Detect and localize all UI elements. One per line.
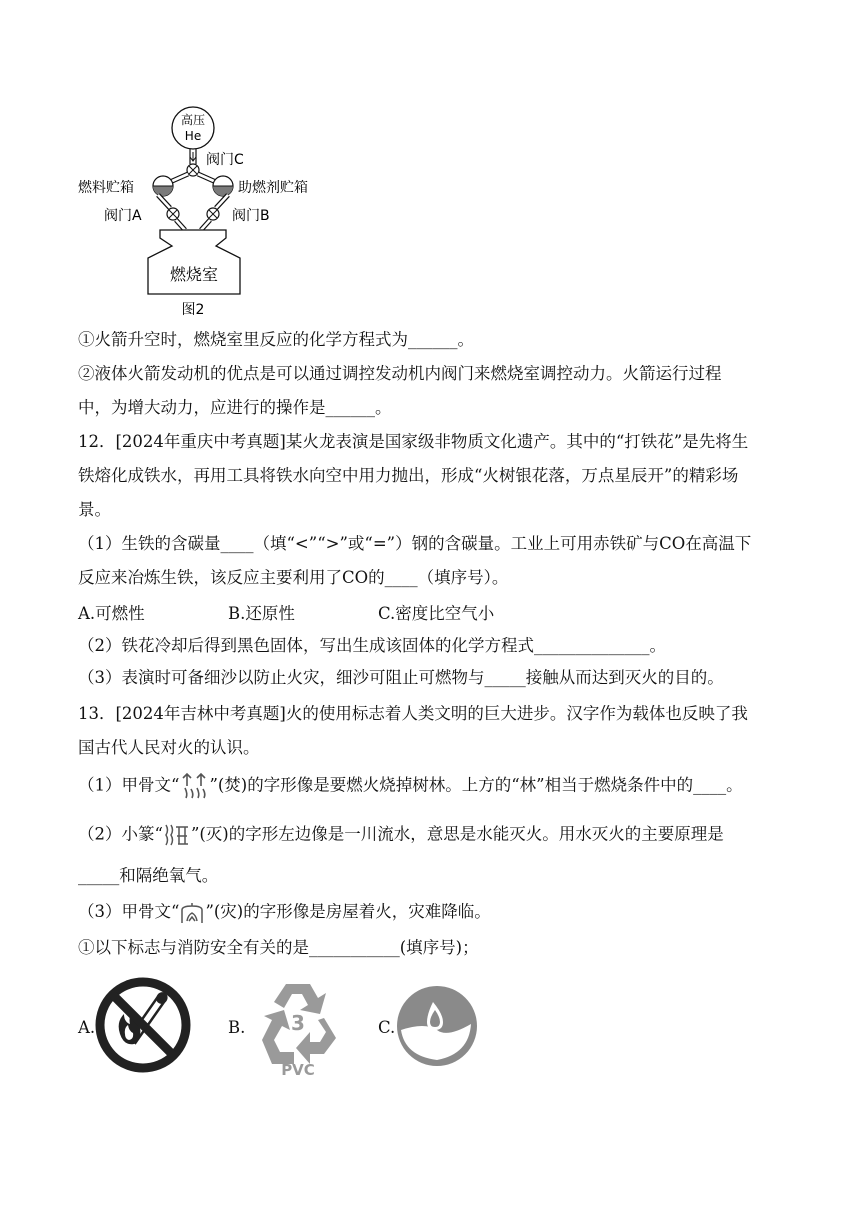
q11-sub2-line2: 中，为增大动力，应进行的操作是______。: [78, 398, 392, 417]
seal-mie-glyph-icon: [163, 822, 191, 848]
valve-a-icon: [167, 208, 179, 220]
oxidizer-tank-label: 助燃剂贮箱: [238, 180, 308, 196]
q11-sub1: ①火箭升空时，燃烧室里反应的化学方程式为______。: [78, 330, 474, 349]
sign-b-label: B.: [228, 1018, 246, 1037]
rocket-engine-diagram: [72, 98, 342, 323]
q13-part1: [78, 772, 743, 800]
sign-c-label: C.: [378, 1018, 396, 1037]
q13-part3-post: ”(灾)的字形像是房屋着火，灾难降临。: [205, 902, 491, 921]
q12-stem-line2: 铁熔化成铁水，再用工具将铁水向空中用力抛出，形成“火树银花落，万点星辰开”的精彩场: [78, 466, 739, 485]
q13-part2-post: ”(灭)的字形左边像是一川流水，意思是水能灭火。用水灭火的主要原理是: [190, 824, 724, 844]
q12-stem-line1: 12．[2024年重庆中考真题]某火龙表演是国家级非物质文化遗产。其中的“打铁花”是先将生: [78, 432, 749, 451]
oracle-fen-glyph-icon: [179, 772, 209, 800]
q13-part1-pre: （1）甲骨文“: [78, 775, 180, 795]
option-b: B.还原性: [228, 604, 295, 623]
q13-part3: [78, 900, 491, 925]
q13-part2-line2: _____和隔绝氧气。: [78, 866, 219, 885]
he-tank-label-1: 高压: [180, 113, 206, 127]
q12-stem-line3: 景。: [78, 500, 111, 519]
q12-part2: （2）铁花冷却后得到黑色固体，写出生成该固体的化学方程式______________。: [78, 636, 666, 655]
q13-part1-post: ”(焚)的字形像是要燃火烧掉树林。上方的“林”相当于燃烧条件中的____。: [209, 775, 743, 795]
sign-a-label: A.: [78, 1018, 96, 1037]
chamber-label: 燃烧室: [169, 265, 219, 284]
combustion-chamber-icon: [148, 230, 240, 294]
q13-sub1: ①以下标志与消防安全有关的是___________(填序号)；: [78, 938, 479, 957]
q13-part3-pre: （3）甲骨文“: [78, 902, 180, 921]
pvc-recycle-sign-icon: [250, 974, 346, 1078]
he-tank-label-2: He: [184, 129, 202, 143]
q13-stem-line2: 国古代人民对火的认识。: [78, 738, 260, 757]
q11-sub2-line1: ②液体火箭发动机的优点是可以通过调控发动机内阀门来燃烧室调控动力。火箭运行过程: [78, 364, 722, 383]
valve-b-icon: [207, 208, 219, 220]
no-fire-sign-icon: [94, 976, 192, 1074]
water-saving-sign-icon: [395, 984, 479, 1068]
oracle-zai-glyph-icon: [179, 901, 205, 925]
valve-c-label: 阀门C: [206, 152, 244, 168]
q12-part3: （3）表演时可备细沙以防止火灾，细沙可阻止可燃物与_____接触从而达到灭火的目的。: [78, 668, 724, 687]
q13-stem-line1: 13．[2024年吉林中考真题]火的使用标志着人类文明的巨大进步。汉字作为载体也反映了我: [78, 704, 748, 723]
fuel-tank-label: 燃料贮箱: [78, 180, 134, 196]
pvc-text: PVC: [281, 1061, 315, 1078]
oxidizer-tank-icon: [213, 176, 233, 196]
option-c: C.密度比空气小: [378, 604, 495, 623]
valve-b-label: 阀门B: [232, 208, 270, 224]
q12-part1-line1: （1）生铁的含碳量____（填“<”“>”或“=”）钢的含碳量。工业上可用赤铁矿与CO在高温下: [78, 534, 752, 553]
figure-caption: 图2: [181, 302, 205, 318]
q12-part1-line2: 反应来冶炼生铁，该反应主要利用了CO的____（填序号）。: [78, 568, 509, 587]
valve-a-label: 阀门A: [104, 208, 142, 224]
pvc-number: 3: [291, 1011, 305, 1035]
option-a: A.可燃性: [78, 604, 145, 623]
valve-c-icon: [187, 164, 199, 176]
fuel-tank-icon: [153, 176, 173, 196]
q13-part2-pre: （2）小篆“: [78, 824, 163, 844]
q13-part2: [78, 822, 724, 848]
